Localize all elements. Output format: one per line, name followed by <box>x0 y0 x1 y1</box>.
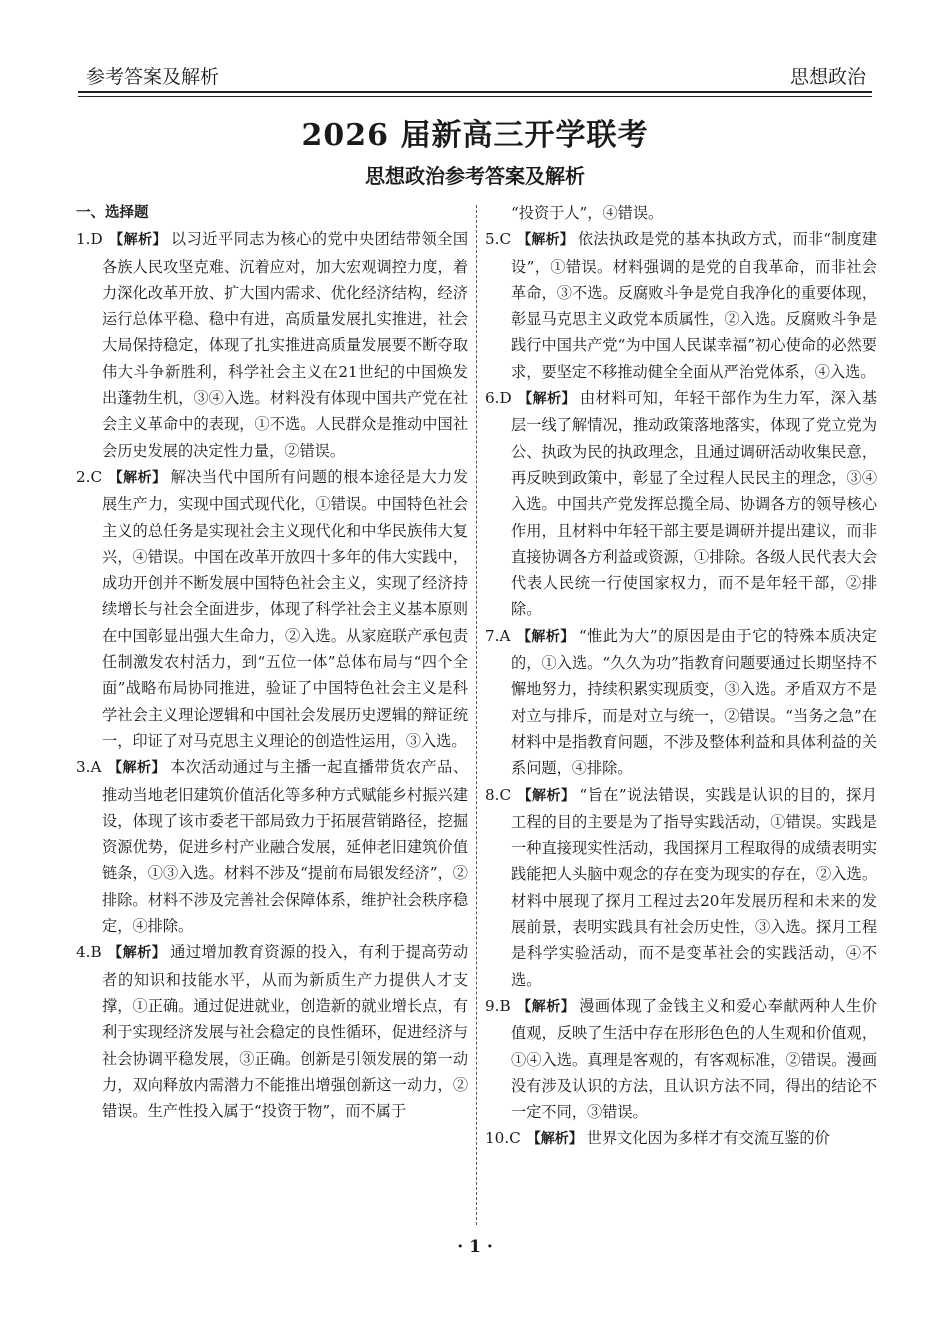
analysis-text: 由材料可知，年轻干部作为生力军，深入基层一线了解情况，推动政策落地落实，体现了党立党为公、执政为民的执政理念，且通过调研活动收集民意，再反映到政策中，彰显了全过程人民民主的理念，③④入选。中国共产党发挥总揽全局、协调各方的领导核心作用，且材料中年轻干部主要是调研并提出建议，而非直接协调各方利益或资源，①排除。各级人民代表大会代表人民统一行使国家权力，而不是年轻干部，②排除。 <box>511 389 878 619</box>
analysis-tag: 【解析】 <box>107 760 167 777</box>
analysis-tag: 【解析】 <box>108 232 168 249</box>
question-number: 10. <box>485 1129 510 1148</box>
analysis-text: 通过增加教育资源的投入，有利于提高劳动者的知识和技能水平，从而为新质生产力提供人才支撑，①正确。通过促进就业，创造新的就业增长点，有利于实现经济发展与社会稳定的良性循环，促进经济与社会协调平稳发展，③正确。创新是引领发展的第一动力，双向释放内需潜力不能推出增强创新这一动力，②错误。生产性投入属于“投资于物”，而不属于 <box>102 943 469 1121</box>
question-number: 7. <box>485 626 500 645</box>
answer-item <box>485 782 877 993</box>
header-left-text: 参考答案及解析 <box>86 66 220 88</box>
continued-text: “投资于人”，④错误。 <box>511 204 664 222</box>
answer-item <box>76 226 468 464</box>
answer-lead <box>485 786 511 804</box>
answer-choice: C <box>509 1129 521 1148</box>
answer-lead <box>76 468 102 486</box>
answer-item-body <box>76 226 468 464</box>
analysis-tag: 【解析】 <box>516 628 575 645</box>
left-answer-list <box>76 226 468 1124</box>
answer-item-body <box>76 939 468 1124</box>
answer-choice: C <box>499 785 512 804</box>
analysis-tag: 【解析】 <box>517 391 577 408</box>
answer-lead <box>76 758 101 776</box>
question-number: 6. <box>485 389 500 408</box>
answer-item-body <box>76 464 468 754</box>
header-subject: 思想政治 <box>789 66 866 88</box>
answer-item-body <box>485 1125 877 1152</box>
analysis-text: “旨在”说法错误，实践是认识的目的，探月工程的目的主要是为了指导实践活动，①错误。实践是一种直接现实性活动，我国探月工程取得的成绩表明实践能把人头脑中观念的存在变为现实的存在，②入选。材料中展现了探月工程过去20年发展历程和未来的发展前景，表明实践具有社会历史性，③入选。探月工程是科学实验活动，而不是变革社会的实践活动，④不选。 <box>511 785 878 989</box>
answer-lead <box>485 997 511 1015</box>
answer-item <box>76 939 468 1124</box>
analysis-text: 漫画体现了金钱主义和爱心奉献两种人生价值观，反映了生活中存在形形色色的人生观和价值观，①④入选。真理是客观的，有客观标准，②错误。漫画没有涉及认识的方法，且认识方法不同，得出的结论不一定不同，③错误。 <box>511 996 878 1122</box>
answer-item-body <box>485 993 877 1125</box>
answer-item <box>485 993 877 1125</box>
right-column <box>485 200 877 1153</box>
left-column <box>76 200 468 1124</box>
page-number: · 1 · <box>457 1237 493 1257</box>
answer-choice: A <box>499 626 511 645</box>
document-title: 2026 届新高三开学联考 <box>301 118 649 153</box>
analysis-tag: 【解析】 <box>107 945 167 962</box>
analysis-tag: 【解析】 <box>108 469 167 486</box>
answer-item <box>76 464 468 754</box>
answer-choice: B <box>499 996 511 1015</box>
answer-lead <box>485 230 511 248</box>
question-number: 8. <box>485 785 500 804</box>
document-subtitle: 思想政治参考答案及解析 <box>365 164 585 188</box>
question-number: 5. <box>485 230 500 249</box>
answer-lead <box>485 1129 521 1147</box>
analysis-text: “惟此为大”的原因是由于它的特殊本质决定的，①入选。“久久为功”指教育问题要通过长期坚持不懈地努力，持续积累实现质变，③入选。矛盾双方不是对立与排斥，而是对立与统一，②错误。“当务之急”在材料中是指教育问题，不涉及整体利益和具体利益的关系问题，④排除。 <box>511 626 877 778</box>
section-heading: 一、选择题 <box>76 205 149 221</box>
column-divider <box>476 205 477 1225</box>
answer-choice: B <box>90 943 102 962</box>
answer-item-body <box>76 754 468 939</box>
answer-choice: C <box>90 467 103 486</box>
answer-item-body <box>485 385 877 623</box>
answer-item <box>485 385 877 623</box>
answer-item-body <box>485 226 877 385</box>
header-rule-thick <box>78 91 872 93</box>
answer-choice: D <box>499 389 512 408</box>
answer-choice: A <box>90 758 102 777</box>
answer-item-body <box>485 782 877 993</box>
analysis-text: 解决当代中国所有问题的根本途径是大力发展生产力，实现中国式现代化，①错误。中国特色社会主义的总任务是实现社会主义现代化和中华民族伟大复兴，④错误。中国在改革开放四十多年的伟大实践中，成功开创并不断发展中国特色社会主义，实现了经济持续增长与社会全面进步，体现了科学社会主义基本原则在中国彰显出强大生命力，②入选。从家庭联产承包责任制激发农村活力，到“五位一体”总体布局与“四个全面”战略布局协同推进，验证了中国特色社会主义是科学社会主义理论逻辑和中国社会发展历史逻辑的辩证统一，印证了对马克思主义理论的创造性运用，③入选。 <box>102 467 469 750</box>
answer-choice: D <box>90 230 103 249</box>
answer-choice: C <box>499 230 512 249</box>
answer-item <box>76 754 468 939</box>
analysis-tag: 【解析】 <box>517 787 576 804</box>
analysis-tag: 【解析】 <box>517 232 574 249</box>
answer-item <box>485 226 877 385</box>
question-number: 4. <box>76 943 91 962</box>
answer-lead <box>485 627 510 645</box>
analysis-text: 世界文化因为多样才有交流互鉴的价 <box>586 1129 830 1148</box>
page-header <box>78 56 872 96</box>
analysis-tag: 【解析】 <box>516 998 576 1015</box>
answer-lead <box>485 389 512 407</box>
question-number: 2. <box>76 467 91 486</box>
answer-item <box>485 623 877 782</box>
analysis-text: 本次活动通过与主播一起直播带货农产品、推动当地老旧建筑价值活化等多种方式赋能乡村振兴建设，体现了该市委老干部局致力于拓展营销路径，挖掘资源优势，促进乡村产业融合发展，延伸老旧建筑价值链条，①③入选。材料不涉及“提前布局银发经济”，②排除。材料不涉及完善社会保障体系，维护社会秩序稳定，④排除。 <box>102 758 469 936</box>
answer-lead <box>76 943 102 961</box>
question-number: 9. <box>485 996 500 1015</box>
question-number: 1. <box>76 230 91 249</box>
analysis-text: 以习近平同志为核心的党中央团结带领全国各族人民攻坚克难、沉着应对，加大宏观调控力度，着力深化改革开放、扩大国内需求、优化经济结构，经济运行总体平稳、稳中有进，高质量发展扎实推进，社会大局保持稳定，体现了扎实推进高质量发展要不断夺取伟大斗争新胜利，科学社会主义在21世纪的中国焕发出蓬勃生机，③④入选。材料没有体现中国共产党在社会主义革命中的表现，①不选。人民群众是推动中国社会历史发展的决定性力量，②错误。 <box>102 230 469 460</box>
right-answer-list <box>485 226 877 1152</box>
answer-item <box>485 1125 877 1152</box>
analysis-text: 依法执政是党的基本执政方式，而非“制度建设”，①错误。材料强调的是党的自我革命，而非社会革命，③不选。反腐败斗争是党自我净化的重要体现，彰显马克思主义政党本质属性，②入选。反腐败斗争是践行中国共产党“为中国人民谋幸福”初心使命的必然要求，要坚定不移推动健全全面从严治党体系，④入选。 <box>511 230 878 381</box>
answer-lead <box>76 230 103 248</box>
answer-item-body <box>485 623 877 782</box>
question-number: 3. <box>76 758 91 777</box>
analysis-tag: 【解析】 <box>526 1131 583 1148</box>
header-rule-thin <box>78 96 872 97</box>
